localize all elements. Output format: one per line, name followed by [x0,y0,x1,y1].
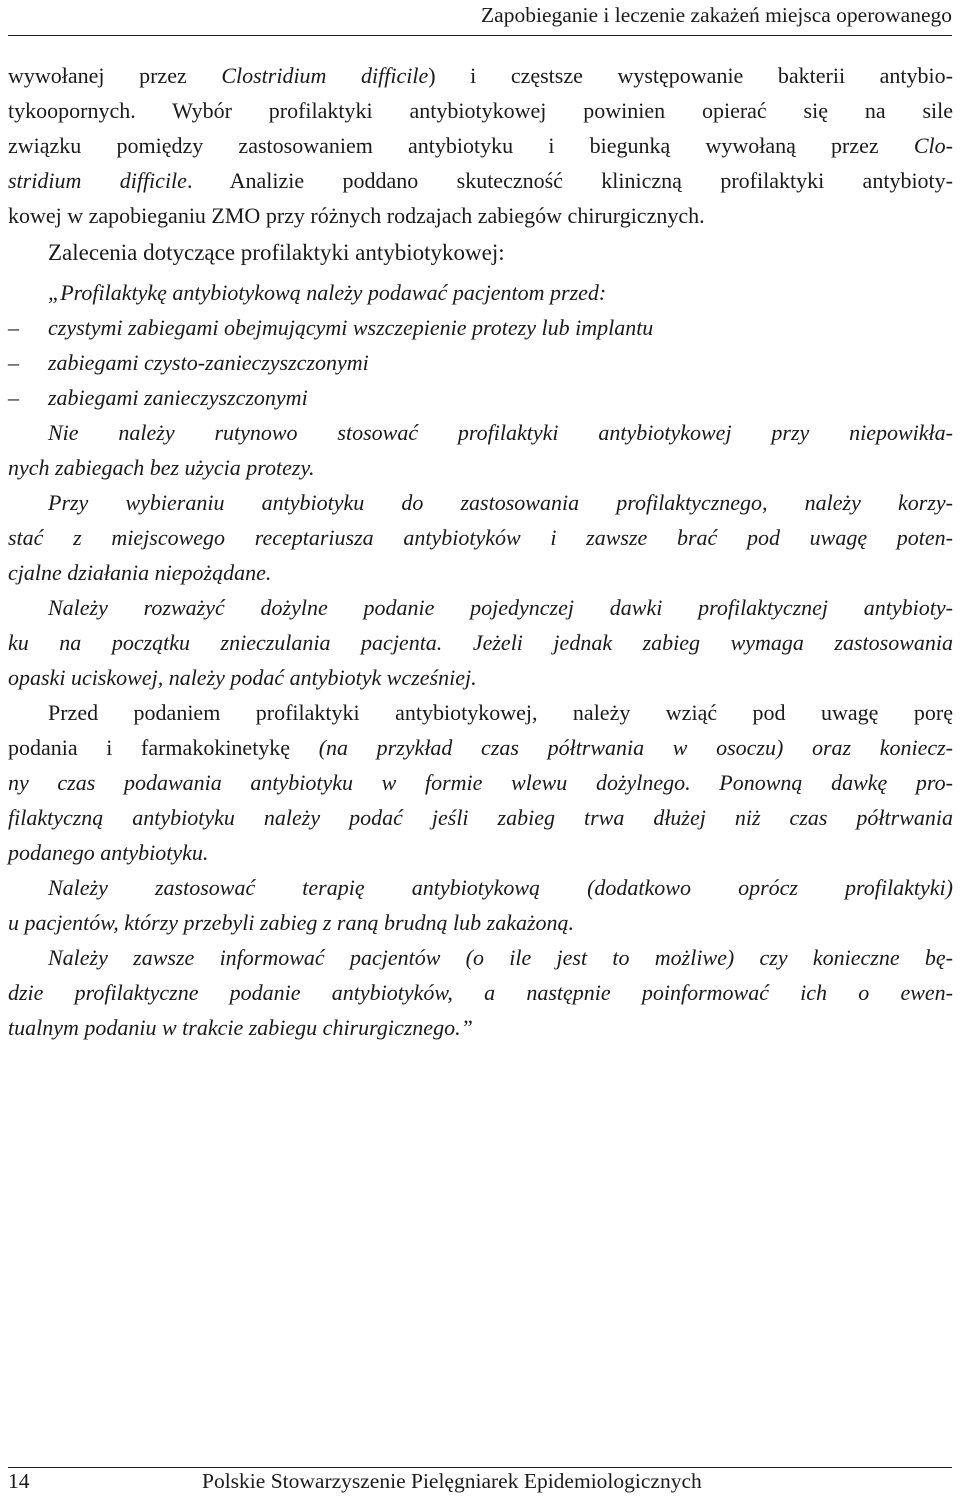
paragraph-line: ku na początku znieczulania pacjenta. Jeżeli jednak zabieg wymaga zastosowania [8,630,953,655]
page-body [8,58,953,1045]
header-title: Zapobieganie i leczenie zakażeń miejsca operowanego [481,3,952,27]
text-run-italic: (na przykład czas półtrwania w osoczu) oraz koniecz- [318,735,953,760]
paragraph-line: Przy wybieraniu antybiotyku do zastosowania profilaktycznego, należy korzy- [48,490,953,515]
list-dash: – [8,315,19,340]
paragraph-line: nych zabiegach bez użycia protezy. [8,455,315,480]
text-run-italic: Clostridium difficile [221,63,429,88]
paragraph-line [8,163,953,198]
text-run: podania i farmakokinetykę [8,735,319,760]
paragraph-4 [8,590,953,695]
paragraph-line: Nie należy rutynowo stosować profilaktyki antybiotykowej przy niepowikła- [48,420,953,445]
text-run: ) i częstsze występowanie bakterii antybio- [428,63,953,88]
paragraph-line [8,58,953,93]
publisher-name: Polskie Stowarzyszenie Pielęgniarek Epidemiologicznych [202,1469,702,1493]
list-item [8,345,953,380]
list-item-text: czystymi zabiegami obejmującymi wszczepienie protezy lub implantu [48,315,654,340]
text-run-italic: Clo- [913,133,953,158]
paragraph-line: cjalne działania niepożądane. [8,560,272,585]
quote-intro: „Profilaktykę antybiotykową należy podawać pacjentom przed: [48,280,607,305]
paragraph-line: Przed podaniem profilaktyki antybiotykowej, należy wziąć pod uwagę porę [48,700,953,725]
paragraph-line: dzie profilaktyczne podanie antybiotyków, a następnie poinformować ich o ewen- [8,980,953,1005]
paragraph-line: podanego antybiotyku. [8,840,209,865]
section-heading: Zalecenia dotyczące profilaktyki antybiotykowej: [48,240,505,265]
list-dash: – [8,385,19,410]
recommendations-quote [8,275,953,695]
paragraph-line: tualnym podaniu w trakcie zabiegu chirurgicznego.” [8,1015,473,1040]
paragraph-line: kowej w zapobieganiu ZMO przy różnych rodzajach zabiegów chirurgicznych. [8,203,705,228]
list-item [8,380,953,415]
list-dash: – [8,350,19,375]
paragraph-line: ny czas podawania antybiotyku w formie wlewu dożylnego. Ponowną dawkę pro- [8,770,953,795]
page-number: 14 [8,1469,30,1493]
paragraph-line: u pacjentów, którzy przebyli zabieg z raną brudną lub zakażoną. [8,910,575,935]
list-item [8,310,953,345]
text-run: wywołanej przez [8,63,222,88]
list-item-text: zabiegami zanieczyszczonymi [48,385,308,410]
paragraph-line [8,128,953,163]
paragraph-1 [8,58,953,233]
paragraph-line: Należy rozważyć dożylne podanie pojedynczej dawki profilaktycznej antybioty- [48,595,953,620]
paragraph-line [8,730,953,765]
text-run-italic: stridium difficile [8,168,187,193]
paragraph-6 [8,870,953,940]
paragraph-line: tykoopornych. Wybór profilaktyki antybiotykowej powinien opierać się na sile [8,98,953,123]
running-header [8,0,952,36]
paragraph-3 [8,485,953,590]
text-run: związku pomiędzy zastosowaniem antybiotyku i biegunką wywołaną przez [8,133,914,158]
paragraph-line: Należy zastosować terapię antybiotykową (dodatkowo oprócz profilaktyki) [48,875,953,900]
paragraph-2 [8,415,953,485]
paragraph-7 [8,940,953,1045]
paragraph-line: filaktyczną antybiotyku należy podać jeśli zabieg trwa dłużej niż czas półtrwania [8,805,953,830]
text-run: . Analizie poddano skuteczność kliniczną profilaktyki antybioty- [186,168,953,193]
list-item-text: zabiegami czysto-zanieczyszczonymi [48,350,369,375]
paragraph-5 [8,695,953,870]
paragraph-line: opaski uciskowej, należy podać antybiotyk wcześniej. [8,665,477,690]
paragraph-line: stać z miejscowego receptariusza antybiotyków i zawsze brać pod uwagę poten- [8,525,953,550]
paragraph-line: Należy zawsze informować pacjentów (o ile jest to możliwe) czy konieczne bę- [48,945,953,970]
